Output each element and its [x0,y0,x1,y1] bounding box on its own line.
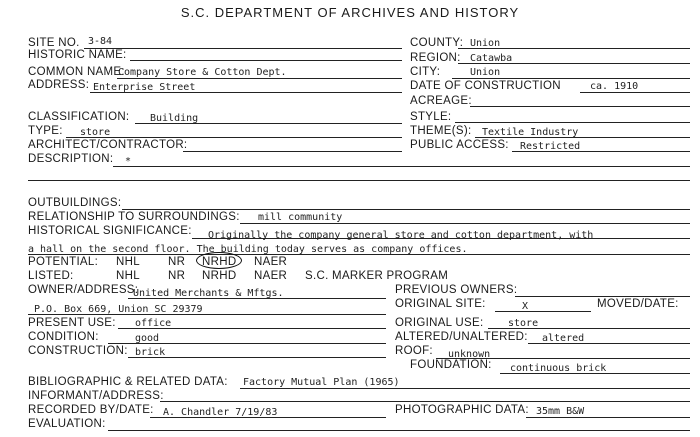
foundation-line [500,373,690,374]
construction-line [128,357,386,358]
historical-significance-line-2 [28,254,690,255]
outbuildings-line [122,209,690,210]
owner-line-2 [28,314,386,315]
acreage-line [470,106,690,107]
type-label: TYPE: [28,125,63,137]
themes-line [475,137,690,138]
common-name-line [117,78,402,79]
common-name-value: Company Store & Cotton Dept. [118,67,287,78]
altered-label: ALTERED/UNALTERED: [395,331,528,343]
classification-line [135,123,402,124]
public-access-line [512,151,690,152]
architect-line [183,151,402,152]
evaluation-line [108,430,690,431]
style-label: STYLE: [410,111,452,123]
altered-value: altered [542,333,585,344]
original-site-value: X [522,301,529,312]
roof-value: unknown [448,349,491,360]
condition-label: CONDITION: [28,331,99,343]
photographic-label: PHOTOGRAPHIC DATA: [395,404,529,416]
condition-line [108,343,386,344]
date-of-construction-line [580,92,690,93]
listed-sc-marker: S.C. MARKER PROGRAM [305,270,449,282]
original-site-line [495,311,591,312]
original-site-label: ORIGINAL SITE: [395,298,486,310]
original-use-label: ORIGINAL USE: [395,317,484,329]
common-name-label: COMMON NAME: [28,66,125,78]
acreage-label: ACREAGE: [410,95,472,107]
recorded-by-label: RECORDED BY/DATE: [28,404,154,416]
owner-address-label: OWNER/ADDRESS: [28,284,139,296]
historical-significance-line [192,238,690,239]
public-access-label: PUBLIC ACCESS: [410,139,509,151]
address-value: Enterprise Street [93,82,196,93]
construction-label: CONSTRUCTION: [28,345,128,357]
region-value: Catawba [470,53,513,64]
historical-significance-label: HISTORICAL SIGNIFICANCE: [28,225,192,237]
date-of-construction-label: DATE OF CONSTRUCTION [410,80,561,92]
evaluation-label: EVALUATION: [28,418,106,430]
listed-nrhd: NRHD [202,270,237,282]
recorded-by-line [150,417,386,418]
owner-line-2-value: P.O. Box 669, Union SC 29379 [34,304,203,315]
original-use-value: store [508,318,539,329]
description-line [113,166,690,167]
foundation-value: continuous brick [510,363,607,374]
architect-label: ARCHITECT/CONTRACTOR: [28,139,188,151]
listed-nhl: NHL [116,270,140,282]
informant-label: INFORMANT/ADDRESS: [28,390,164,402]
listed-nr: NR [168,270,186,282]
city-line [452,78,690,79]
relationship-label: RELATIONSHIP TO SURROUNDINGS: [28,211,240,223]
form-title: S.C. DEPARTMENT OF ARCHIVES AND HISTORY [180,5,520,20]
city-value: Union [470,67,501,78]
city-label: CITY: [410,66,441,78]
bibliographic-value: Factory Mutual Plan (1965) [243,377,400,388]
type-value: store [80,127,111,138]
description-line-2 [28,180,690,181]
historical-significance-value-2: a hall on the second floor. The building today serves as company offices. [28,244,468,255]
previous-owners-label: PREVIOUS OWNERS: [395,284,518,296]
classification-label: CLASSIFICATION: [28,111,130,123]
condition-value: good [135,333,160,344]
address-line [90,92,402,93]
informant-line [160,401,690,402]
owner-line-1 [128,298,386,299]
potential-naer: NAER [254,256,288,268]
previous-owners-line [515,296,690,297]
site-no-value: 3-84 [88,36,113,47]
present-use-value: office [135,318,172,329]
site-no-label: SITE NO. [28,37,80,49]
potential-nrhd: NRHD [202,256,237,268]
historical-significance-value-1: Originally the company general store and cotton department, with [208,230,594,241]
present-use-line [118,328,386,329]
construction-value: brick [135,347,166,358]
photographic-value: 35mm B&W [536,406,585,417]
potential-nr: NR [168,256,186,268]
photographic-line [526,417,690,418]
potential-label: POTENTIAL: [28,256,99,268]
site-no-line [84,48,402,49]
listed-label: LISTED: [28,270,74,282]
type-line [66,137,402,138]
original-use-line [488,328,690,329]
county-value: Union [470,38,501,49]
historic-name-label: HISTORIC NAME: [28,49,127,61]
description-label: DESCRIPTION: [28,153,114,165]
present-use-label: PRESENT USE: [28,317,116,329]
county-line [458,48,690,49]
relationship-value: mill community [258,212,343,223]
region-line [458,63,690,64]
owner-line-1-value: United Merchants & Mftgs. [133,288,284,299]
potential-nhl: NHL [116,256,140,268]
historic-name-line [130,60,402,61]
roof-label: ROOF: [395,345,433,357]
nrhd-circle-mark [196,252,242,269]
altered-line [528,343,690,344]
bibliographic-label: BIBLIOGRAPHIC & RELATED DATA: [28,376,228,388]
outbuildings-label: OUTBUILDINGS: [28,197,122,209]
public-access-value: Restricted [520,141,581,152]
themes-value: Textile Industry [482,127,579,138]
listed-naer: NAER [254,270,288,282]
county-label: COUNTY: [410,37,464,49]
foundation-label: FOUNDATION: [410,359,492,371]
themes-label: THEME(S): [410,125,472,137]
classification-value: Building [150,113,199,124]
region-label: REGION: [410,52,461,64]
style-line [455,122,690,123]
bibliographic-line [240,388,690,389]
address-label: ADDRESS: [28,79,90,91]
moved-date-label: MOVED/DATE: [597,298,679,310]
date-of-construction-value: ca. 1910 [590,81,639,92]
recorded-by-value: A. Chandler 7/19/83 [163,407,278,418]
description-value: * [125,156,132,167]
relationship-line [240,223,690,224]
